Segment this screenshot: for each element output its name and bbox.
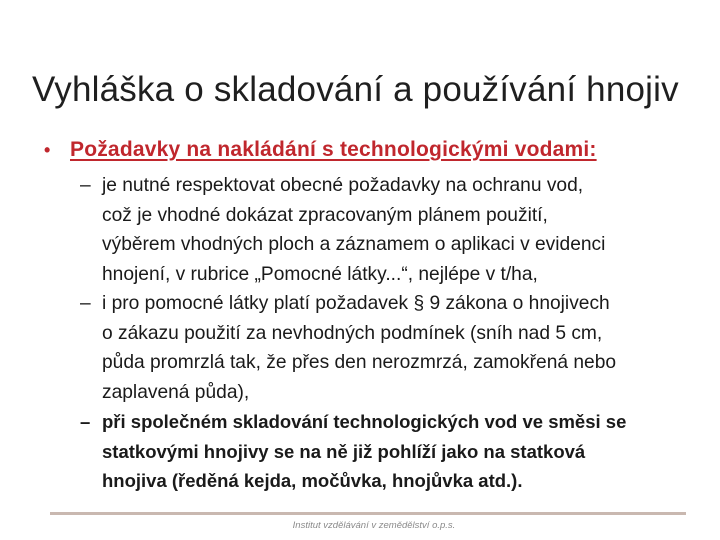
dash-marker: – xyxy=(80,293,91,314)
dash-marker: – xyxy=(80,175,91,196)
sub-item-line: hnojení, v rubrice „Pomocné látky...“, nejlépe v t/ha, xyxy=(102,263,538,285)
sub-item-line: půda promrzlá tak, že přes den nerozmrzá, zamokřená nebo xyxy=(102,352,617,373)
sub-item-line: výběrem vhodných ploch a záznamem o aplikaci v evidenci xyxy=(102,234,606,255)
sub-item xyxy=(80,407,690,496)
sub-item xyxy=(80,171,690,289)
sub-item-line: zaplavená půda), xyxy=(102,381,250,403)
slide-title: Vyhláška o skladování a používání hnojiv xyxy=(32,70,679,109)
sub-item-line: což je vhodné dokázat zpracovaným plánem použití, xyxy=(102,204,548,226)
sub-item-line: je nutné respektovat obecné požadavky na ochranu vod, xyxy=(102,175,584,196)
sub-item-line: o zákazu použití za nevhodných podmínek (sníh nad 5 cm, xyxy=(102,322,603,344)
sub-item-line: statkovými hnojivy se na ně již pohlíží jako na statková xyxy=(102,440,586,462)
bullet-heading: Požadavky na nakládání s technologickými vodami: xyxy=(70,138,597,161)
sub-item-line: při společném skladování technologických vod ve směsi se xyxy=(102,411,627,432)
dash-marker: – xyxy=(80,411,91,432)
sub-item xyxy=(80,289,690,407)
footer-text: Institut vzdělávání v zemědělství o.p.s. xyxy=(292,520,456,531)
sub-item-line: i pro pomocné látky platí požadavek § 9 zákona o hnojivech xyxy=(102,293,610,314)
sub-item-line: hnojiva (ředěná kejda, močůvka, hnojůvka atd.). xyxy=(102,470,523,491)
sub-item-list xyxy=(80,171,690,496)
bullet-marker: • xyxy=(44,140,51,160)
footer-divider xyxy=(50,512,686,515)
